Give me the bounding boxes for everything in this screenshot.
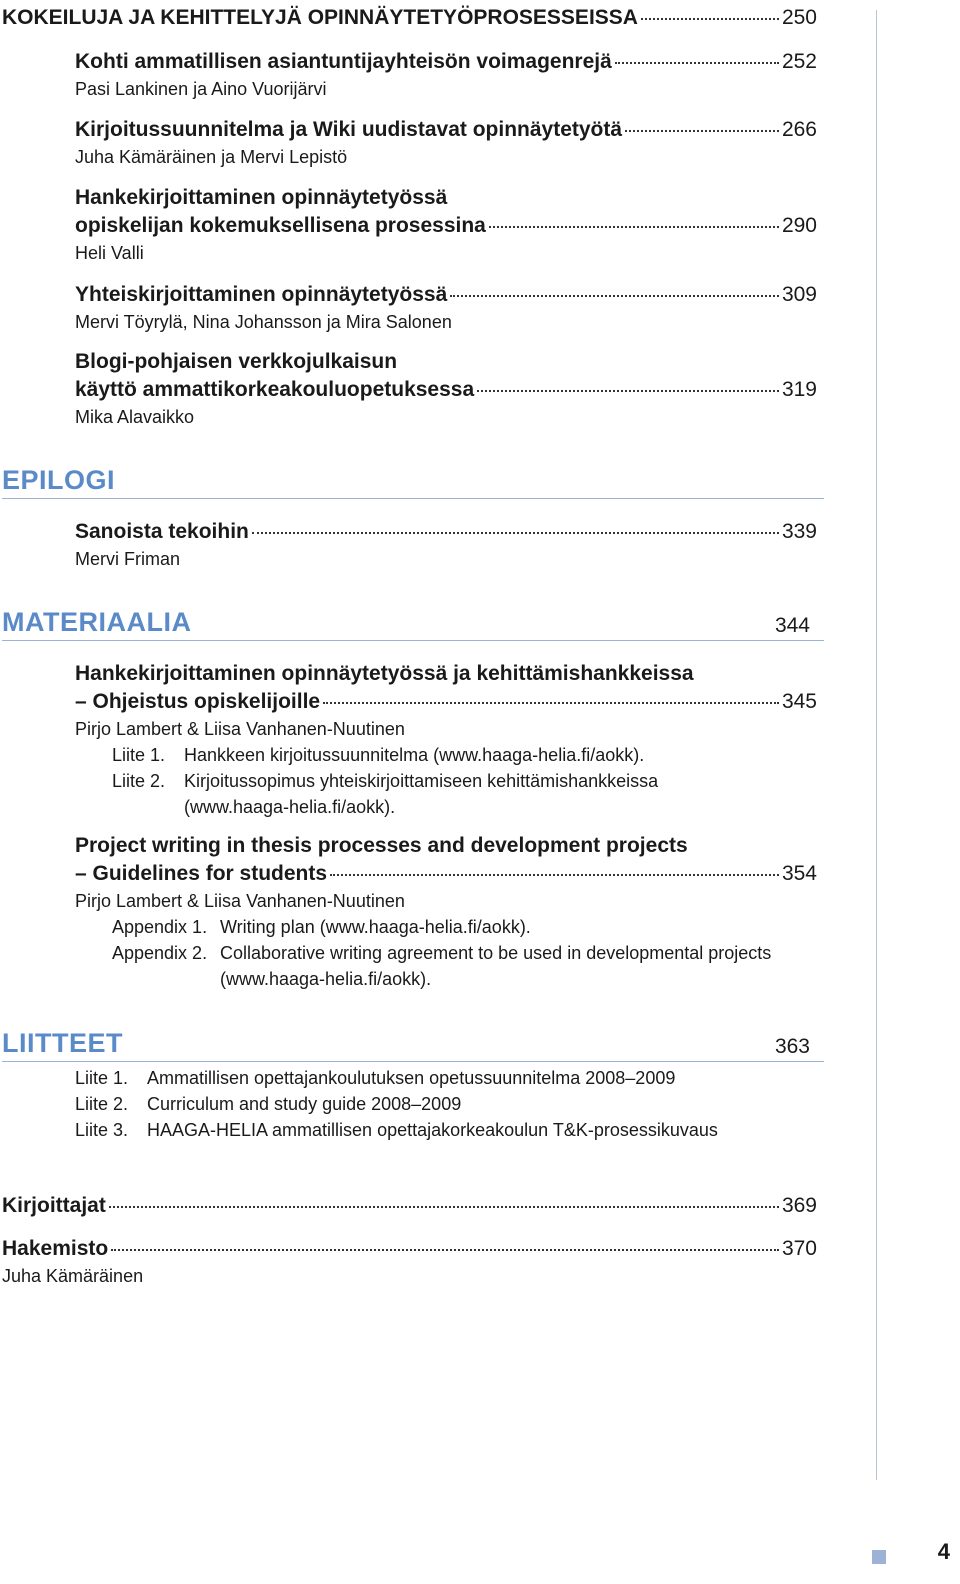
page-number: 266	[781, 118, 817, 141]
page-number: 290	[781, 214, 817, 237]
section-page: 344	[774, 614, 810, 637]
entry-title: – Guidelines for students	[75, 862, 328, 885]
leader-dots	[625, 130, 779, 132]
toc-entry[interactable]	[75, 348, 817, 430]
appendix-key: Liite 2.	[112, 771, 166, 791]
leader-dots	[489, 226, 779, 228]
entry-title: opiskelijan kokemuksellisena prosessina	[75, 214, 486, 237]
toc-entry[interactable]	[75, 518, 817, 572]
entry-author: Mervi Friman	[75, 549, 181, 569]
appendix-text: Collaborative writing agreement to be used in developmental projects	[220, 943, 772, 963]
section-heading-epilogi	[2, 462, 824, 499]
page-number: 369	[781, 1194, 817, 1217]
toc-part-heading[interactable]	[2, 4, 817, 32]
entry-title-line1: Hankekirjoittaminen opinnäytetyössä	[75, 186, 448, 209]
toc-entry[interactable]	[75, 116, 817, 170]
entry-author: Pasi Lankinen ja Aino Vuorijärvi	[75, 79, 327, 99]
leader-dots	[477, 390, 779, 392]
entry-title-line1: Hankekirjoittaminen opinnäytetyössä ja kehittämishankkeissa	[75, 662, 694, 685]
entry-title: Kirjoitussuunnitelma ja Wiki uudistavat opinnäytetyötä	[75, 118, 623, 141]
entry-title: Yhteiskirjoittaminen opinnäytetyössä	[75, 283, 448, 306]
appendix-key: Appendix 2.	[112, 943, 208, 963]
page-number: 319	[781, 378, 817, 401]
page-number: 370	[781, 1237, 817, 1260]
section-page: 363	[774, 1035, 810, 1058]
liite-item[interactable]	[75, 1091, 461, 1117]
appendix-item	[112, 742, 644, 768]
liite-key: Liite 3.	[75, 1120, 129, 1140]
page-number: 345	[781, 690, 817, 713]
section-heading-liitteet	[2, 1025, 824, 1062]
liite-item[interactable]	[75, 1117, 718, 1143]
appendix-key: Appendix 1.	[112, 917, 208, 937]
entry-title: – Ohjeistus opiskelijoille	[75, 690, 321, 713]
leader-dots	[641, 18, 779, 20]
page-number: 309	[781, 283, 817, 306]
leader-dots	[323, 702, 779, 704]
leader-dots	[450, 295, 779, 297]
entry-author: Mervi Töyrylä, Nina Johansson ja Mira Salonen	[75, 312, 452, 332]
entry-title: Sanoista tekoihin	[75, 520, 249, 543]
entry-author: Juha Kämäräinen ja Mervi Lepistö	[75, 147, 348, 167]
page-number: 339	[781, 520, 817, 543]
page-number: 250	[781, 6, 817, 29]
section-title: EPILOGI	[2, 465, 116, 495]
section-title: LIITTEET	[2, 1028, 123, 1058]
liite-item[interactable]	[75, 1065, 675, 1091]
page-number: 252	[781, 50, 817, 73]
toc-entry[interactable]	[75, 184, 817, 266]
page-number: 354	[781, 862, 817, 885]
liite-key: Liite 2.	[75, 1094, 129, 1114]
entry-author: Pirjo Lambert & Liisa Vanhanen-Nuutinen	[75, 719, 405, 739]
section-heading-materiaalia	[2, 604, 824, 641]
leader-dots	[111, 1249, 779, 1251]
footer-page-number: 4	[937, 1539, 950, 1564]
toc-entry-kirjoittajat[interactable]	[2, 1192, 817, 1220]
appendix-text-cont: (www.haaga-helia.fi/aokk).	[184, 797, 396, 817]
section-title: MATERIAALIA	[2, 607, 192, 637]
leader-dots	[109, 1206, 779, 1208]
entry-title: Kohti ammatillisen asiantuntijayhteisön voimagenrejä	[75, 50, 612, 73]
entry-title-line1: Blogi-pohjaisen verkkojulkaisun	[75, 350, 398, 373]
appendix-text: Hankkeen kirjoitussuunnitelma (www.haaga-helia.fi/aokk).	[184, 745, 645, 765]
toc-entry[interactable]	[75, 832, 817, 914]
toc-entry[interactable]	[75, 48, 817, 102]
part-title: KOKEILUJA JA KEHITTELYJÄ OPINNÄYTETYÖPROSESSEISSA	[2, 6, 638, 29]
leader-dots	[252, 532, 779, 534]
appendix-item	[112, 914, 531, 940]
leader-dots	[330, 874, 779, 876]
entry-author: Heli Valli	[75, 243, 144, 263]
appendix-text: Writing plan (www.haaga-helia.fi/aokk).	[220, 917, 531, 937]
liite-text: Ammatillisen opettajankoulutuksen opetussuunnitelma 2008–2009	[147, 1068, 676, 1088]
appendix-text-cont: (www.haaga-helia.fi/aokk).	[220, 969, 432, 989]
margin-rule	[876, 10, 877, 1480]
footer-square-marker	[872, 1550, 886, 1564]
entry-title-line1: Project writing in thesis processes and development projects	[75, 834, 688, 857]
appendix-item	[112, 940, 771, 966]
liite-text: Curriculum and study guide 2008–2009	[147, 1094, 462, 1114]
toc-entry-hakemisto[interactable]	[2, 1235, 817, 1289]
entry-author: Pirjo Lambert & Liisa Vanhanen-Nuutinen	[75, 891, 405, 911]
entry-author: Juha Kämäräinen	[2, 1266, 144, 1286]
toc-entry[interactable]	[75, 660, 817, 742]
appendix-text: Kirjoitussopimus yhteiskirjoittamiseen kehittämishankkeissa	[184, 771, 659, 791]
toc-entry[interactable]	[75, 281, 817, 335]
liite-key: Liite 1.	[75, 1068, 129, 1088]
appendix-item	[112, 768, 658, 794]
entry-title: Kirjoittajat	[2, 1194, 106, 1217]
liite-text: HAAGA-HELIA ammatillisen opettajakorkeakoulun T&K-prosessikuvaus	[147, 1120, 718, 1140]
appendix-key: Liite 1.	[112, 745, 166, 765]
entry-title: Hakemisto	[2, 1237, 109, 1260]
leader-dots	[615, 62, 779, 64]
entry-author: Mika Alavaikko	[75, 407, 195, 427]
entry-title: käyttö ammattikorkeakouluopetuksessa	[75, 378, 475, 401]
